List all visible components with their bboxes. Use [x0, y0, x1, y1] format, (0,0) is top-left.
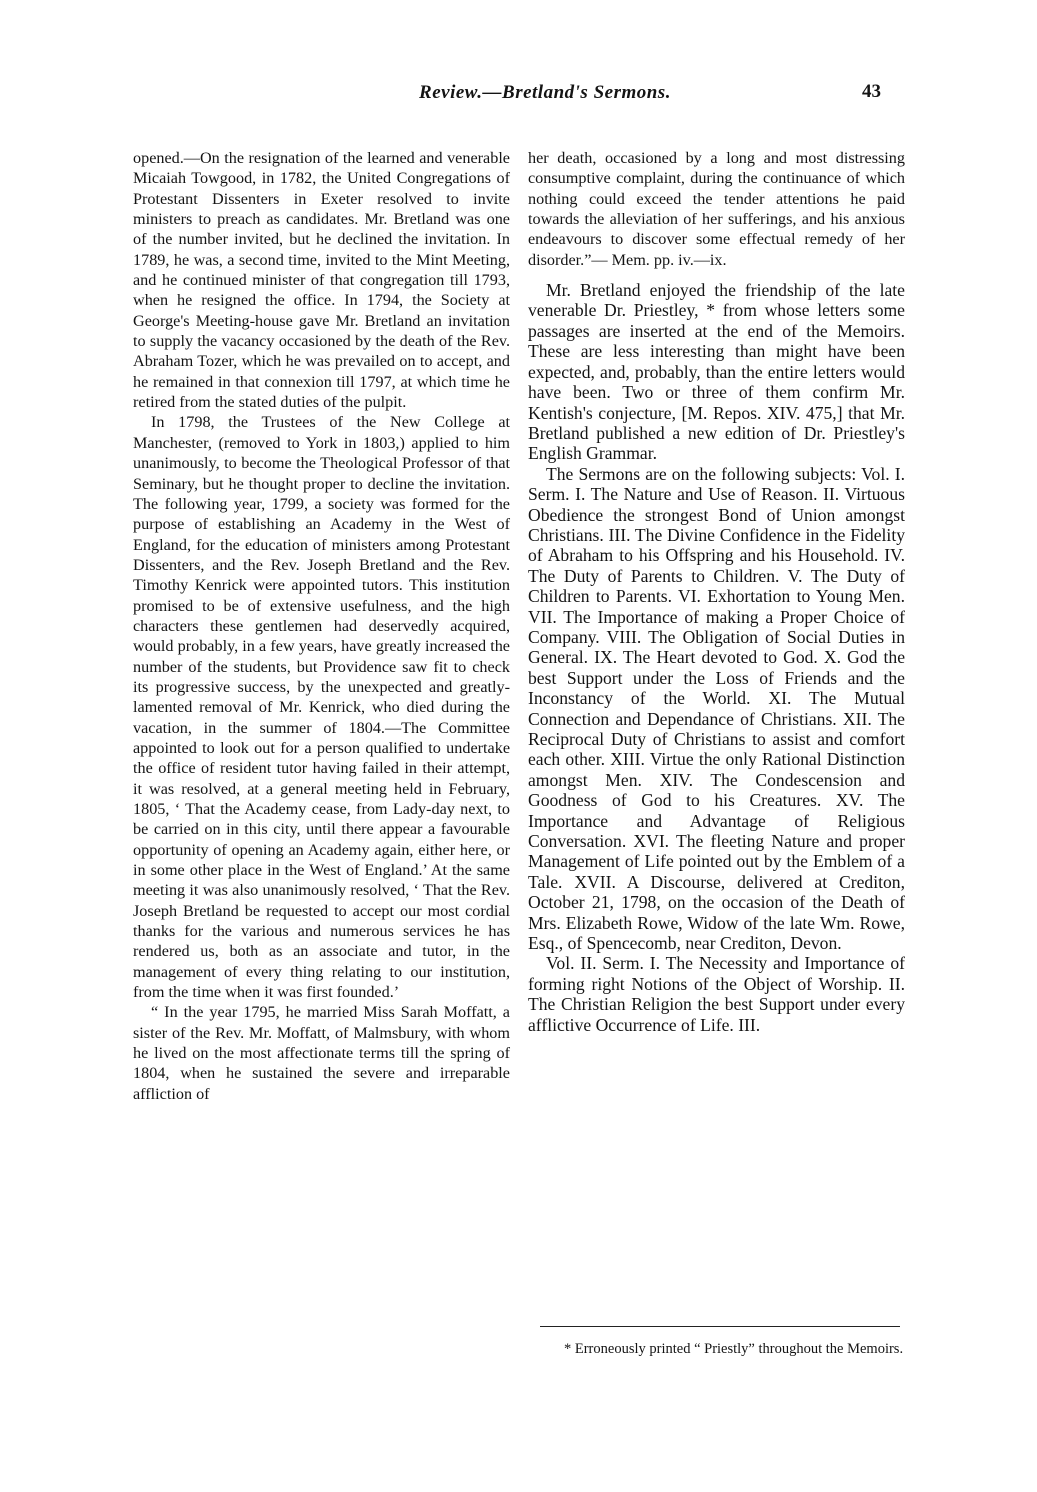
footnote-text: * Erroneously printed “ Priestly” throughout the Memoirs. [564, 1341, 904, 1357]
footnote [536, 1340, 906, 1359]
running-header [0, 82, 1037, 112]
right-paragraph-4: Vol. II. Serm. I. The Necessity and Importance of forming right Notions of the Object of Worship. II. The Christian Religion the best Support under every afflictive Occurrence of Life. III. [528, 953, 905, 1035]
left-paragraph-2: In 1798, the Trustees of the New College at Manchester, (removed to York in 1803,) applied to him unanimously, to become the Theological Professor of that Seminary, but he thought proper to decline the invitation. The following year, 1799, a society was formed for the purpose of establishing an Academy in the West of England, for the education of ministers among Protestant Dissenters, and the Rev. Joseph Bretland and the Rev. Timothy Kenrick were appointed tutors. This institution promised to be of extensive usefulness, and the high characters these gentlemen had deservedly acquired, would probably, in a few years, have greatly increased the number of the students, but Providence saw fit to check its progressive success, by the unexpected and greatly-lamented removal of Mr. Kenrick, who died during the vacation, in the summer of 1804.—The Committee appointed to look out for a person qualified to undertake the office of resident tutor having failed in their attempt, it was resolved, at a general meeting held in February, 1805, ‘ That the Academy cease, from Lady-day next, to be carried on in this city, until there appear a favourable opportunity of opening an Academy again, either here, or in some other place in the West of England.’ At the same meeting it was also unanimously resolved, ‘ That the Rev. Joseph Bretland be requested to accept our most cordial thanks for the various and numerous services he has rendered us, both as an associate and tutor, in the management of every thing relating to our institution, from the time when it was first founded.’ [133, 413, 510, 1002]
right-paragraph-2: Mr. Bretland enjoyed the friendship of the late venerable Dr. Priestley, * from whose letters some passages are inserted at the end of the Memoirs. These are less interesting than might have been expected, and, probably, than the entire letters would have been. Two or three of them confirm Mr. Kentish's conjecture, [M. Repos. XIV. 475,] that Mr. Bretland published a new edition of Dr. Priestley's English Grammar. [528, 280, 905, 464]
left-paragraph-1: opened.—On the resignation of the learned and venerable Micaiah Towgood, in 1782, the United Congregations of Protestant Dissenters in Exeter resolved to invite ministers to preach as candidates. Mr. Bretland was one of the number invited, but he declined the invitation. In 1789, he was, a second time, invited to the Mint Meeting, and he continued minister of that congregation till 1793, when he resigned the office. In 1794, the Society at George's Meeting-house gave Mr. Bretland an invitation to supply the vacancy occasioned by the death of the Rev. Abraham Tozer, which he was prevailed on to accept, and he remained in that connexion till 1797, at which time he retired from the stated duties of the pulpit. [133, 149, 510, 412]
left-paragraph-3: “ In the year 1795, he married Miss Sarah Moffatt, a sister of the Rev. Mr. Moffatt, of Malmsbury, with whom he lived on the most affectionate terms till the spring of 1804, when he sustained the severe and irreparable affliction of [133, 1003, 510, 1103]
right-paragraph-1: her death, occasioned by a long and most distressing consumptive complaint, during the continuance of which nothing could exceed the tender attentions he paid towards the alleviation of her sufferings, and his anxious endeavours to discover some effectual remedy of her disorder.”— Mem. pp. iv.—ix. [528, 149, 905, 269]
running-title: Review.—Bretland's Sermons. [419, 82, 671, 103]
left-column [133, 148, 510, 1104]
right-paragraph-3: The Sermons are on the following subjects: Vol. I. Serm. I. The Nature and Use of Reason. II. Virtuous Obedience the strongest Bond of Union amongst Christians. III. The Divine Confidence in the Fidelity of Abraham to his Offspring and his Household. IV. The Duty of Parents to Children. V. The Duty of Children to Parents. VI. Exhortation to Young Men. VII. The Importance of making a Proper Choice of Company. VIII. The Obligation of Social Duties in General. IX. The Heart devoted to God. X. God the best Support under the Loss of Friends and the Inconstancy of the World. XI. The Mutual Connection and Dependance of Christians. XII. The Reciprocal Duty of Christians to assist and comfort each other. XIII. Virtue the only Rational Distinction amongst Men. XIV. The Condescension and Goodness of God to his Creatures. XV. The Importance and Advantage of Religious Conversation. XVI. The fleeting Nature and proper Management of Life pointed out by the Emblem of a Tale. XVII. A Discourse, delivered at Crediton, October 21, 1798, on the occasion of the Death of Mrs. Elizabeth Rowe, Widow of the late Wm. Rowe, Esq., of Spencecomb, near Crediton, Devon. [528, 463, 905, 954]
page-number: 43 [862, 81, 881, 102]
footnote-divider [540, 1326, 900, 1327]
right-column [528, 148, 905, 1035]
